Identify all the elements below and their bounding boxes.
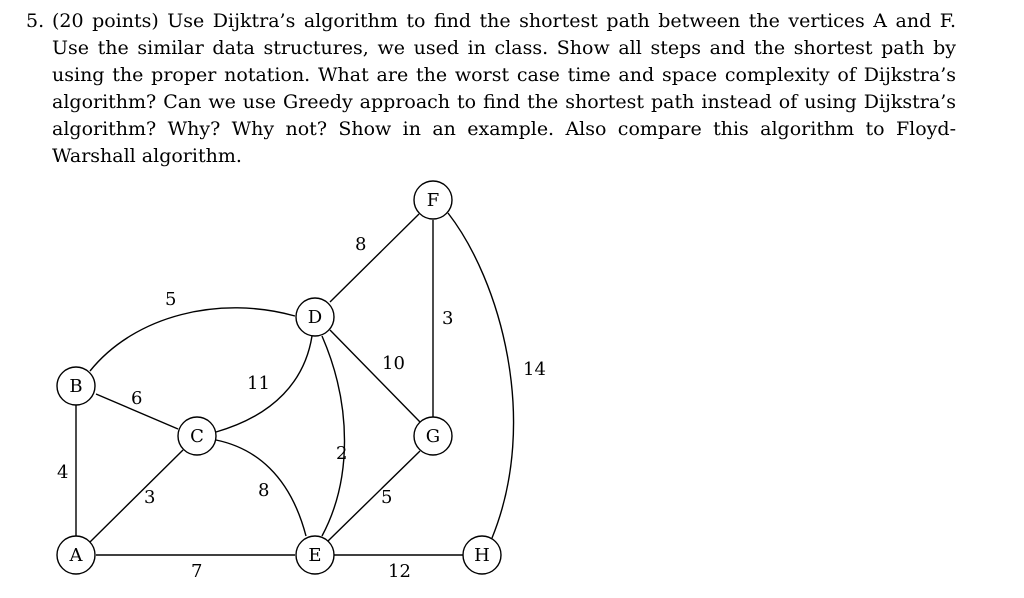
vertex-b [57,367,95,405]
edge-e-g [328,451,420,541]
vertex-h [463,536,501,574]
vertex-e [296,536,334,574]
vertex-f [414,181,452,219]
weight-d-e: 2 [336,443,348,464]
vertex-d-label: D [307,307,323,328]
edge-f-h [448,213,514,538]
weight-a-c: 3 [144,487,156,508]
weight-c-e: 8 [258,480,270,501]
vertex-c [178,417,216,455]
weight-a-b: 4 [57,462,69,483]
vertex-d [296,298,334,336]
vertex-h-label: H [474,545,490,566]
vertex-g [414,417,452,455]
vertex-f-label: F [426,190,440,211]
weight-e-h: 12 [388,561,411,582]
edge-b-d [90,308,295,371]
edge-a-c [90,450,183,542]
vertex-c-label: C [190,426,204,447]
weight-d-g: 10 [382,353,405,374]
weight-b-c: 6 [131,388,143,409]
vertex-g-label: G [425,426,441,447]
question-number: 5. [26,10,45,32]
graph-vertices [57,181,501,574]
edge-weights [57,234,546,582]
edge-d-g [330,330,420,422]
question-text: (20 points) Use Dijktra’s algorithm to find the shortest path between the vertices A and F. Use the similar data structures, we used in class. Show all steps and the shortest path by using the proper notation. What are the worst case time and space complexity of Dijkstra’s algorithm? Can we use Greedy approach to find the shortest path instead of using Dijkstra’s algorithm? Why? Why not? Show in an example. Also compare this algorithm to Floyd-Warshall algorithm. [52,10,956,167]
vertex-b-label: B [69,376,83,397]
weight-a-e: 7 [191,561,203,582]
graph-edges [76,213,514,555]
vertex-a [57,536,95,574]
weight-b-d: 5 [165,289,177,310]
weight-c-d: 11 [247,373,270,394]
weight-f-g: 3 [442,308,454,329]
weight-e-g: 5 [381,487,393,508]
edge-d-f [330,214,419,302]
vertex-e-label: E [308,545,322,566]
vertex-a-label: A [69,545,83,566]
weight-f-h: 14 [523,359,546,380]
weight-d-f: 8 [355,234,367,255]
edge-d-e [322,336,348,536]
